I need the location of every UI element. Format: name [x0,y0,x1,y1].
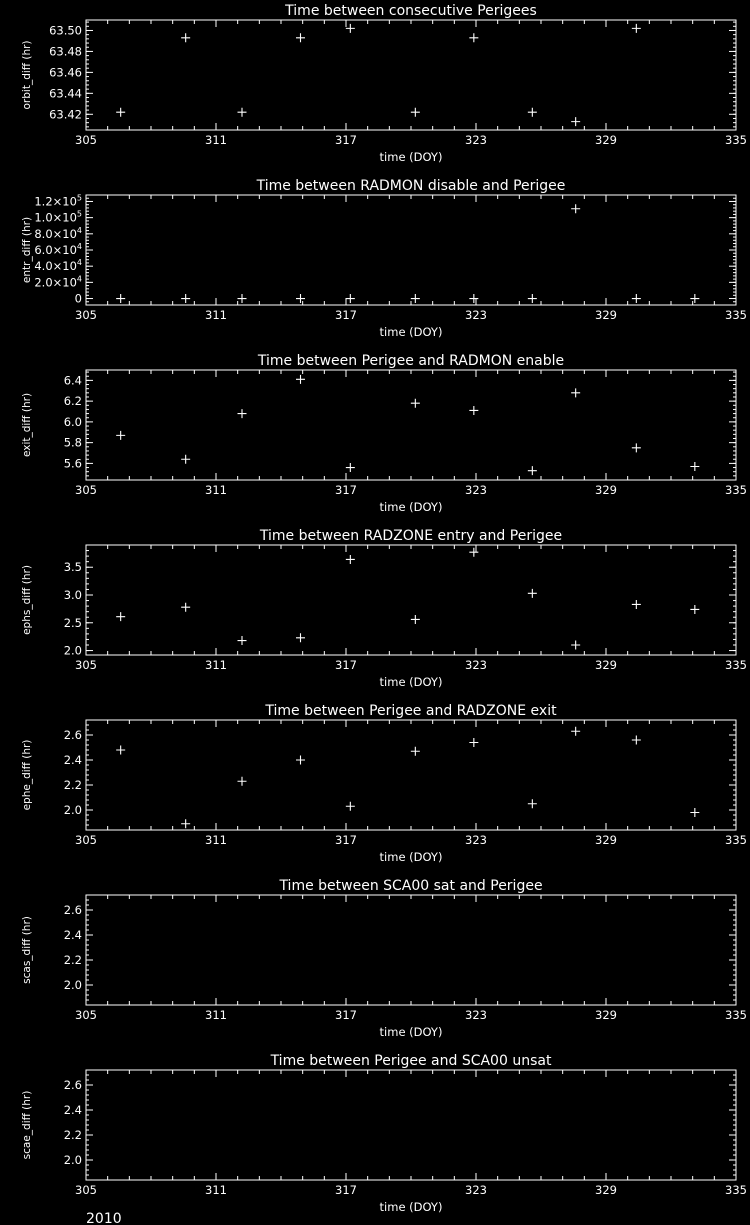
x-tick-label: 317 [335,133,357,147]
footer-year: 2010 [86,1211,122,1225]
chart-panel-6 [21,878,747,1039]
data-point [346,555,355,564]
x-tick-label: 311 [205,1008,227,1022]
chart-panel-2 [21,178,747,339]
y-tick-exponent: 4 [76,242,82,251]
y-tick-label [34,226,82,241]
data-point [296,756,305,765]
data-point [632,294,641,303]
data-point [296,375,305,384]
y-tick-exponent: 4 [76,274,82,284]
y-tick-label: 63.44 [49,86,82,101]
x-axis-label: time (DOY) [379,1200,443,1214]
y-tick-exponent: 5 [76,209,82,219]
data-point [690,808,699,817]
x-tick-label: 329 [595,1183,617,1197]
data-point [238,409,247,418]
x-tick-label: 329 [595,1008,617,1022]
data-point [469,738,478,747]
data-point [690,294,699,303]
y-axis-label: ephs_diff (hr) [21,565,33,635]
y-tick-label: 0 [74,291,82,306]
x-tick-label: 317 [335,483,357,497]
data-point [411,615,420,624]
plot-frame [86,1070,736,1180]
data-point [346,802,355,811]
data-point [571,641,580,650]
y-tick-mantissa: 8.0×10 [34,226,77,241]
x-axis-label: time (DOY) [379,325,443,339]
y-tick-label: 2.0 [63,643,82,658]
y-tick-label: 63.48 [49,44,82,59]
plot-frame [86,370,736,480]
x-tick-label: 311 [205,483,227,497]
chart-panel-4 [21,528,747,689]
x-tick-label: 305 [75,133,97,147]
x-tick-label: 323 [465,833,487,847]
x-tick-label: 317 [335,833,357,847]
y-tick-mantissa: 2.0×10 [34,275,77,290]
y-tick-label: 2.4 [63,753,82,767]
data-point [116,612,125,621]
x-tick-label: 323 [465,1008,487,1022]
y-tick-label [34,258,82,273]
y-tick-label: 2.6 [63,728,82,742]
chart-title: Time between RADZONE entry and Perigee [259,528,563,544]
y-tick-label [34,210,82,225]
data-point [181,455,190,464]
x-axis-label: time (DOY) [379,675,443,689]
y-tick-label: 2.2 [63,1128,82,1142]
x-tick-label: 311 [205,1183,227,1197]
data-point [528,589,537,598]
chart-panel-1 [21,3,747,164]
x-tick-label: 335 [725,1008,747,1022]
y-tick-label [34,193,82,208]
x-tick-label: 305 [75,483,97,497]
data-point [528,108,537,117]
y-axis-label: scae_diff (hr) [21,1090,33,1160]
y-tick-label: 6.4 [63,373,82,388]
plot-frame [86,195,736,305]
data-point [469,548,478,557]
x-tick-label: 305 [75,658,97,672]
y-tick-label: 2.4 [63,1103,82,1117]
x-tick-label: 329 [595,483,617,497]
data-point [632,24,641,33]
data-point [469,294,478,303]
data-point [690,605,699,614]
x-tick-label: 317 [335,1183,357,1197]
x-tick-label: 311 [205,308,227,322]
x-tick-label: 329 [595,658,617,672]
x-tick-label: 317 [335,308,357,322]
x-tick-label: 311 [205,658,227,672]
x-tick-label: 335 [725,833,747,847]
x-tick-label: 335 [725,658,747,672]
y-tick-label: 2.6 [63,903,82,917]
data-point [181,294,190,303]
y-tick-label: 63.42 [49,107,82,122]
data-point [116,431,125,440]
y-tick-label: 2.2 [63,778,82,792]
x-tick-label: 335 [725,483,747,497]
y-tick-label: 3.5 [63,560,82,575]
y-tick-label: 5.8 [63,435,82,450]
data-point [632,600,641,609]
chart-panel-3 [21,353,747,514]
data-point [528,294,537,303]
data-point [411,294,420,303]
chart-title: Time between SCA00 sat and Perigee [279,878,543,894]
plot-frame [86,20,736,130]
data-point [181,33,190,42]
data-point [528,799,537,808]
x-tick-label: 335 [725,133,747,147]
y-axis-label: ephe_diff (hr) [21,739,33,811]
x-tick-label: 317 [335,1008,357,1022]
plot-frame [86,545,736,655]
data-point [238,294,247,303]
data-point [469,33,478,42]
chart-title: Time between Perigee and RADMON enable [257,353,565,369]
data-point [238,777,247,786]
x-tick-label: 311 [205,833,227,847]
x-axis-label: time (DOY) [379,150,443,164]
data-point [181,603,190,612]
x-tick-label: 323 [465,1183,487,1197]
data-point [571,727,580,736]
data-point [346,24,355,33]
y-tick-label [34,274,82,289]
plot-frame [86,895,736,1005]
data-point [690,462,699,471]
y-tick-mantissa: 4.0×10 [34,259,77,274]
data-point [469,406,478,415]
x-tick-label: 323 [465,308,487,322]
data-point [571,388,580,397]
y-tick-label: 63.50 [49,23,82,38]
y-axis-label: scas_diff (hr) [21,916,33,984]
x-tick-label: 329 [595,833,617,847]
data-point [296,633,305,642]
chart-title: Time between RADMON disable and Perigee [256,178,566,194]
y-tick-mantissa: 6.0×10 [34,243,77,257]
chart-title: Time between consecutive Perigees [285,3,537,19]
y-axis-label: entr_diff (hr) [21,216,33,284]
x-axis-label: time (DOY) [379,850,443,864]
data-point [238,636,247,645]
x-tick-label: 335 [725,308,747,322]
y-tick-label: 6.0 [63,414,82,429]
chart-panel-5 [21,703,747,864]
data-point [116,108,125,117]
y-tick-label: 2.0 [63,978,82,992]
x-tick-label: 323 [465,483,487,497]
y-tick-label: 5.6 [63,456,82,471]
y-tick-exponent: 5 [76,193,82,203]
y-tick-label: 63.46 [49,65,82,80]
x-tick-label: 305 [75,308,97,322]
y-tick-label: 2.2 [63,953,82,967]
data-point [571,117,580,126]
y-tick-label: 2.5 [63,615,82,630]
y-axis-label: exit_diff (hr) [21,392,33,458]
y-axis-label: orbit_diff (hr) [21,40,33,110]
y-tick-mantissa: 1.0×10 [34,210,77,225]
data-point [116,746,125,755]
data-point [632,736,641,745]
x-tick-label: 323 [465,658,487,672]
y-tick-label: 3.0 [63,588,82,602]
data-point [238,108,247,117]
data-point [571,204,580,213]
data-point [411,747,420,756]
y-tick-mantissa: 1.2×10 [34,194,77,209]
chart-title: Time between Perigee and SCA00 unsat [270,1053,552,1069]
data-point [296,33,305,42]
y-tick-label: 6.2 [63,394,82,409]
x-axis-label: time (DOY) [379,1025,443,1039]
x-axis-label: time (DOY) [379,500,443,514]
data-point [116,294,125,303]
y-tick-exponent: 4 [76,258,82,268]
y-tick-label: 2.4 [63,928,82,942]
y-tick-label: 2.6 [63,1078,82,1092]
data-point [411,399,420,408]
x-tick-label: 317 [335,658,357,672]
chart-panel-7 [21,1053,747,1214]
data-point [296,294,305,303]
y-tick-label [34,242,82,257]
x-tick-label: 311 [205,133,227,147]
data-point [411,108,420,117]
data-point [346,463,355,472]
data-point [346,294,355,303]
x-tick-label: 329 [595,308,617,322]
data-point [181,819,190,828]
data-point [528,466,537,475]
x-tick-label: 323 [465,133,487,147]
x-tick-label: 335 [725,1183,747,1197]
y-tick-label: 2.0 [63,803,82,817]
plot-frame [86,720,736,830]
x-tick-label: 305 [75,1183,97,1197]
y-tick-label: 2.0 [63,1153,82,1167]
y-tick-exponent: 4 [76,225,82,235]
data-point [632,443,641,452]
x-tick-label: 329 [595,133,617,147]
chart-title: Time between Perigee and RADZONE exit [265,703,557,719]
x-tick-label: 305 [75,833,97,847]
x-tick-label: 305 [75,1008,97,1022]
